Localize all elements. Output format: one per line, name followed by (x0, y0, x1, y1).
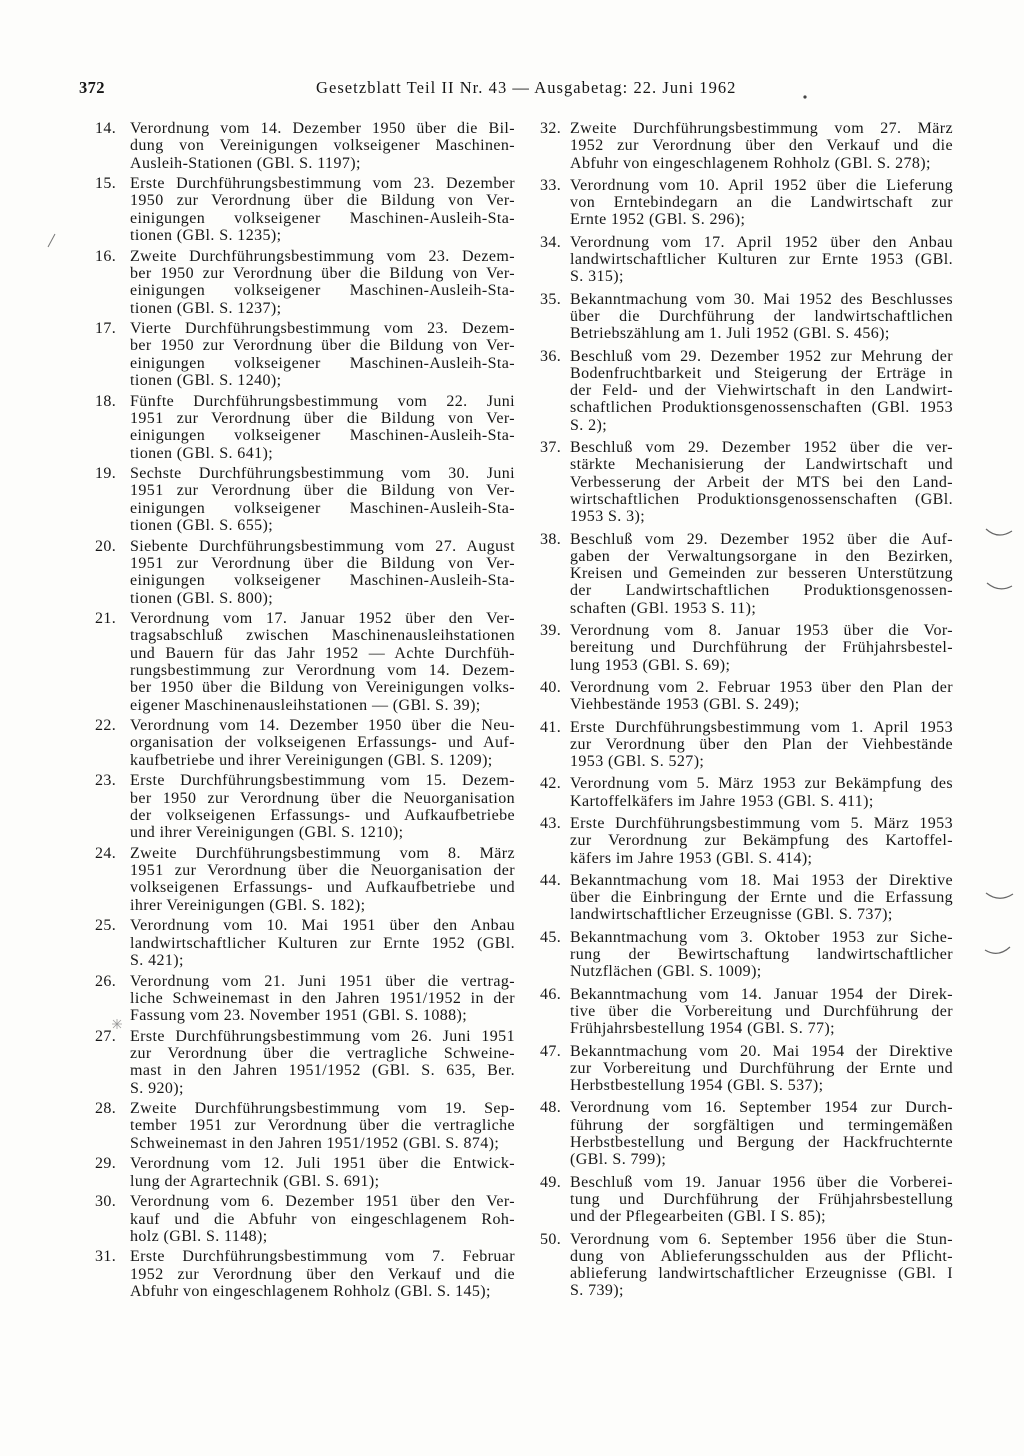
text-line: kaufbetriebe und ihrer Vereinigungen (GBl. S. 1209); (130, 751, 493, 769)
item-text (130, 610, 515, 714)
list-item (540, 622, 953, 674)
item-text (570, 622, 953, 674)
text-line: Fassung vom 23. November 1951 (GBl. S. 1088); (130, 1007, 468, 1025)
item-number: 17. (95, 320, 117, 338)
text-line: volkseigenen Erfassungs- und Aufkaufbetriebe und (130, 879, 515, 897)
item-number: 47. (540, 1042, 562, 1060)
text-line: ablieferung landwirtschaftlicher Erzeugnisse (GBl. I (570, 1265, 953, 1283)
text-line: Beschluß vom 29. Dezember 1952 zur Mehrung der (570, 347, 953, 365)
text-line: lung 1953 (GBl. S. 69); (570, 656, 731, 674)
text-line: und ihrer Vereinigungen (GBl. S. 1210); (130, 824, 404, 842)
text-line: Verordnung vom 6. September 1956 über die Stun- (570, 1230, 953, 1248)
item-text (570, 439, 953, 525)
text-line: eigener Maschinenausleihstationen — (GBl. S. 39); (130, 696, 481, 714)
pencil-mark (985, 947, 1010, 953)
item-number: 14. (95, 120, 117, 137)
item-text (570, 775, 953, 810)
text-line: Fünfte Durchführungsbestimmung vom 22. Juni (130, 392, 515, 410)
text-line: 1953 (GBl. S. 527); (570, 753, 705, 771)
text-line: tionen (GBl. S. 655); (130, 517, 274, 535)
list-item (540, 679, 953, 714)
item-text (130, 320, 515, 389)
item-number: 34. (540, 233, 562, 251)
text-line: 1951 zur Verordnung über die Bildung von Ver- (130, 409, 515, 427)
list-item (95, 772, 515, 841)
item-text (130, 1193, 515, 1245)
text-line: tung und Durchführung der Frühjahrsbestellung (570, 1190, 953, 1208)
list-item (540, 1174, 953, 1226)
left-column (95, 120, 515, 1300)
text-line: Verordnung vom 10. April 1952 über die Lieferung (570, 176, 953, 194)
text-line: einigungen volkseigener Maschinen-Ausleih-Sta- (130, 572, 515, 590)
item-number: 16. (95, 247, 117, 265)
text-line: Erste Durchführungsbestimmung vom 26. Juni 1951 (130, 1027, 515, 1045)
text-line: und Bauern für das Jahr 1952 — Achte Durchfüh- (130, 644, 515, 662)
text-line: einigungen volkseigener Maschinen-Ausleih-Sta- (130, 209, 515, 227)
text-line: ihrer Vereinigungen (GBl. S. 182); (130, 896, 366, 914)
item-number: 18. (95, 392, 117, 410)
text-line: Ernte 1952 (GBl. S. 296); (570, 211, 746, 229)
text-line: Beschluß vom 19. Januar 1956 über die Vorberei- (570, 1173, 953, 1191)
pencil-mark (986, 893, 1013, 898)
list-item (95, 393, 515, 462)
text-line: schaftlichen Produktionsgenossenschaften (GBl. 1953 (570, 399, 953, 417)
item-number: 31. (95, 1248, 117, 1266)
list-item (95, 845, 515, 914)
item-text (130, 465, 515, 534)
running-title: Gesetzblatt Teil II Nr. 43 — Ausgabetag: 22. Juni 1962 (316, 78, 737, 97)
text-line: Beschluß vom 29. Dezember 1952 über die ver- (570, 439, 953, 457)
item-number: 42. (540, 775, 562, 793)
text-line: dung von Vereinigungen volkseigener Maschinen- (130, 137, 515, 155)
text-line: Bekanntmachung vom 30. Mai 1952 des Beschlusses (570, 290, 953, 308)
text-line: Verordnung vom 5. März 1953 zur Bekämpfung des (570, 775, 953, 793)
text-line: zur Verordnung zur Bekämpfung des Kartoffel- (570, 832, 953, 850)
list-item (95, 538, 515, 607)
text-line: einigungen volkseigener Maschinen-Ausleih-Sta- (130, 427, 515, 445)
list-item (540, 872, 953, 924)
item-text (130, 772, 515, 841)
text-line: Viehbestände 1953 (GBl. S. 249); (570, 696, 800, 714)
text-line: Frühjahrsbestellung 1954 (GBl. S. 77); (570, 1020, 835, 1038)
text-line: käfers im Jahre 1953 (GBl. S. 414); (570, 849, 813, 867)
text-line: Bekanntmachung vom 3. Oktober 1953 zur Siche- (570, 928, 953, 946)
text-line: schaften (GBl. 1953 S. 11); (570, 599, 757, 617)
text-line: lung der Agrartechnik (GBl. S. 691); (130, 1172, 380, 1190)
text-line: führung der sorgfältigen und termingemäßen (570, 1116, 953, 1134)
item-text (570, 234, 953, 286)
text-line: 1950 zur Verordnung über die Bildung von Ver- (130, 192, 515, 210)
text-line: 1951 zur Verordnung über die Neuorganisation der (130, 862, 515, 880)
text-line: Verordnung vom 17. Januar 1952 über den Ver- (130, 610, 515, 628)
text-line: rungsbestimmung zur Verordnung vom 14. Dezem- (130, 661, 515, 679)
item-text (130, 1100, 515, 1152)
item-text (130, 917, 515, 969)
item-text (130, 538, 515, 607)
list-item (95, 1248, 515, 1300)
text-line: Vierte Durchführungsbestimmung vom 23. Dezem- (130, 320, 515, 338)
list-item (95, 973, 515, 1025)
item-number: 22. (95, 717, 117, 735)
item-number: 30. (95, 1193, 117, 1211)
item-number: 21. (95, 610, 117, 628)
list-item (540, 348, 953, 434)
text-line: einigungen volkseigener Maschinen-Ausleih-Sta- (130, 282, 515, 300)
text-line: Verordnung vom 2. Februar 1953 über den Plan der (570, 678, 953, 696)
item-number: 35. (540, 290, 562, 308)
text-line: S. 920); (130, 1079, 184, 1097)
item-text (570, 719, 953, 771)
item-number: 40. (540, 678, 562, 696)
list-item (540, 929, 953, 981)
item-number: 29. (95, 1155, 117, 1173)
list-item (95, 1155, 515, 1190)
list-item (95, 248, 515, 317)
text-line: rung der Bewirtschaftung landwirtschaftlicher (570, 946, 953, 964)
list-item (540, 531, 953, 617)
item-number: 27. (95, 1027, 117, 1045)
item-text (130, 175, 515, 244)
text-line: organisation der volkseigenen Erfassungs- und Auf- (130, 734, 515, 752)
text-line: Nutzflächen (GBl. S. 1009); (570, 963, 762, 981)
list-item (95, 1193, 515, 1245)
item-text (570, 291, 953, 343)
text-line: Betriebszählung am 1. Juli 1952 (GBl. S. 456); (570, 325, 890, 343)
pencil-mark (987, 583, 1012, 589)
text-line: Erste Durchführungsbestimmung vom 5. März 1953 (570, 814, 953, 832)
list-item (540, 986, 953, 1038)
text-line: der Feld- und der Viehwirtschaft in den Landwirt- (570, 382, 953, 400)
list-item (540, 1043, 953, 1095)
text-line: dung von Ablieferungsschulden aus der Pflicht- (570, 1247, 953, 1265)
list-item (95, 1100, 515, 1152)
item-number: 38. (540, 530, 562, 548)
item-text (570, 986, 953, 1038)
text-line: Siebente Durchführungsbestimmung vom 27. August (130, 537, 515, 555)
item-text (130, 1248, 515, 1300)
item-number: 49. (540, 1173, 562, 1191)
text-line: einigungen volkseigener Maschinen-Ausleih-Sta- (130, 354, 515, 372)
text-line: Zweite Durchführungsbestimmung vom 23. Dezem- (130, 247, 515, 265)
text-line: Kartoffelkäfers im Jahre 1953 (GBl. S. 411); (570, 792, 874, 810)
item-text (570, 120, 953, 172)
list-item (540, 1231, 953, 1300)
text-line: von Erntebindegarn an die Landwirtschaft zur (570, 194, 953, 212)
text-line: Verordnung vom 8. Januar 1953 über die Vor- (570, 622, 953, 640)
item-number: 32. (540, 120, 562, 137)
text-line: Verordnung vom 6. Dezember 1951 über den Ver- (130, 1193, 515, 1211)
text-line: Erste Durchführungsbestimmung vom 23. Dezember (130, 175, 515, 193)
list-item (95, 175, 515, 244)
item-text (130, 1028, 515, 1097)
text-line: einigungen volkseigener Maschinen-Ausleih-Sta- (130, 499, 515, 517)
text-line: Bekanntmachung vom 18. Mai 1953 der Direktive (570, 871, 953, 889)
text-line: Verordnung vom 10. Mai 1951 über den Anbau (130, 917, 515, 935)
text-line: der Landwirtschaftlichen Produktionsgenossen- (570, 582, 953, 600)
list-item (540, 815, 953, 867)
text-line: 1952 zur Verordnung über den Verkauf und die (570, 137, 953, 155)
text-line: Bekanntmachung vom 14. Januar 1954 der Direk- (570, 985, 953, 1003)
item-number: 39. (540, 622, 562, 640)
list-item (95, 917, 515, 969)
text-line: stärkte Mechanisierung der Landwirtschaft und (570, 456, 953, 474)
item-text (130, 248, 515, 317)
item-text (570, 1231, 953, 1300)
text-line: ber 1950 zur Verordnung über die Bildung von Ver- (130, 337, 515, 355)
text-line: über die Durchführung der landwirtschaftlichen (570, 307, 953, 325)
text-line: der volkseigenen Erfassungs- und Aufkaufbetriebe (130, 806, 515, 824)
item-text (570, 1043, 953, 1095)
item-text (570, 815, 953, 867)
text-line: Verordnung vom 16. September 1954 zur Durch- (570, 1099, 953, 1117)
text-line: Verordnung vom 12. Juli 1951 über die Entwick- (130, 1155, 515, 1173)
list-item (540, 719, 953, 771)
item-text (570, 177, 953, 229)
text-line: Schweinemast in den Jahren 1951/1952 (GBl. S. 874); (130, 1134, 500, 1152)
header-dot-mark (803, 95, 806, 98)
right-column (540, 120, 953, 1300)
text-line: Zweite Durchführungsbestimmung vom 27. März (570, 120, 953, 137)
item-text (570, 1174, 953, 1226)
text-line: 1951 zur Verordnung über die Bildung von Ver- (130, 554, 515, 572)
text-line: 1951 zur Verordnung über die Bildung von Ver- (130, 482, 515, 500)
text-line: tionen (GBl. S. 641); (130, 444, 274, 462)
item-text (130, 1155, 515, 1190)
item-text (130, 393, 515, 462)
text-line: tragsabschluß zwischen Maschinenausleihstationen (130, 627, 515, 645)
item-text (570, 929, 953, 981)
item-number: 41. (540, 718, 562, 736)
item-number: 46. (540, 985, 562, 1003)
text-line: Erste Durchführungsbestimmung vom 15. Dezem- (130, 772, 515, 790)
item-text (570, 679, 953, 714)
text-line: landwirtschaftlicher Kulturen zur Ernte 1952 (GBl. (130, 934, 515, 952)
text-line: (GBl. S. 799); (570, 1151, 667, 1169)
list-item (540, 234, 953, 286)
text-line: 1953 S. 3); (570, 508, 646, 526)
text-line: Kreisen und Gemeinden zur besseren Unterstützung (570, 565, 953, 583)
list-item (95, 320, 515, 389)
text-line: wirtschaftlichen Produktionsgenossenschaften (GBl. (570, 490, 953, 508)
text-line: 1952 zur Verordnung über den Verkauf und die (130, 1265, 515, 1283)
item-text (130, 845, 515, 914)
text-line: S. 2); (570, 416, 608, 434)
text-line: kauf und die Abfuhr von eingeschlagenem Roh- (130, 1210, 515, 1228)
text-line: mast in den Jahren 1951/1952 (GBl. S. 635, Ber. (130, 1062, 515, 1080)
text-line: gaben der Verwaltungsorgane in den Bezirken, (570, 547, 953, 565)
item-text (130, 973, 515, 1025)
text-line: landwirtschaftlicher Erzeugnisse (GBl. S. 737); (570, 906, 893, 924)
list-item (95, 610, 515, 714)
text-line: Herbstbestellung 1954 (GBl. S. 537); (570, 1077, 824, 1095)
text-line: holz (GBl. S. 1148); (130, 1227, 268, 1245)
text-line: Verordnung vom 17. April 1952 über den Anbau (570, 233, 953, 251)
text-line: tive über die Vorbereitung und Durchführung der (570, 1002, 953, 1020)
text-line: Beschluß vom 29. Dezember 1952 über die Auf- (570, 530, 953, 548)
text-line: ber 1950 über die Bildung von Vereinigungen volks- (130, 679, 515, 697)
text-line: Abfuhr von eingeschlagenem Rohholz (GBl. S. 278); (570, 154, 931, 172)
list-item (540, 439, 953, 525)
text-line: Abfuhr von eingeschlagenem Rohholz (GBl. S. 145); (130, 1283, 491, 1301)
text-line: Bekanntmachung vom 20. Mai 1954 der Direktive (570, 1042, 953, 1060)
item-number: 28. (95, 1100, 117, 1118)
list-item (540, 1099, 953, 1168)
list-item (540, 775, 953, 810)
text-line: Ausleih-Stationen (GBl. S. 1197); (130, 154, 361, 172)
item-text (130, 717, 515, 769)
text-line: Zweite Durchführungsbestimmung vom 8. März (130, 844, 515, 862)
pencil-mark (986, 529, 1012, 535)
list-item (95, 1028, 515, 1097)
text-line: ber 1950 zur Verordnung über die Neuorganisation (130, 789, 515, 807)
text-line: bereitung und Durchführung der Frühjahrsbestel- (570, 639, 953, 657)
text-line: S. 315); (570, 268, 624, 286)
item-number: 25. (95, 917, 117, 935)
item-text (570, 1099, 953, 1168)
text-line: Erste Durchführungsbestimmung vom 7. Februar (130, 1248, 515, 1266)
item-number: 36. (540, 347, 562, 365)
text-line: landwirtschaftlicher Kulturen zur Ernte 1953 (GBl. (570, 251, 953, 269)
text-line: tionen (GBl. S. 1235); (130, 227, 282, 245)
text-line: Verordnung vom 14. Dezember 1950 über die Bil- (130, 120, 515, 137)
text-line: Erste Durchführungsbestimmung vom 1. April 1953 (570, 718, 953, 736)
text-line: ber 1950 zur Verordnung über die Bildung von Ver- (130, 264, 515, 282)
text-line: Herbstbestellung und Bergung der Hackfruchternte (570, 1134, 953, 1152)
text-line: zur Verordnung über die vertragliche Schweine- (130, 1045, 515, 1062)
text-line: zur Verordnung über den Plan der Viehbestände (570, 735, 953, 753)
item-text (570, 531, 953, 617)
text-line: Verbesserung der Arbeit der MTS bei den Land- (570, 473, 953, 491)
list-item (95, 717, 515, 769)
item-number: 33. (540, 176, 562, 194)
item-number: 50. (540, 1230, 562, 1248)
text-line: tionen (GBl. S. 1237); (130, 299, 282, 317)
page-number: 372 (79, 78, 105, 97)
item-number: 44. (540, 871, 562, 889)
list-item (540, 291, 953, 343)
text-line: Verordnung vom 14. Dezember 1950 über die Neu- (130, 717, 515, 735)
text-line: zur Vorbereitung und Durchführung der Ernte und (570, 1059, 953, 1077)
list-item (540, 177, 953, 229)
item-number: 15. (95, 175, 117, 193)
list-item (95, 120, 515, 172)
pencil-mark (48, 234, 55, 247)
text-line: tionen (GBl. S. 800); (130, 589, 274, 607)
text-line: und der Pflegearbeiten (GBl. I S. 85); (570, 1208, 827, 1226)
list-item (540, 120, 953, 172)
item-number: 26. (95, 972, 117, 990)
item-number: 23. (95, 772, 117, 790)
text-line: Zweite Durchführungsbestimmung vom 19. Sep- (130, 1100, 515, 1118)
item-number: 45. (540, 928, 562, 946)
text-line: S. 739); (570, 1282, 624, 1300)
item-number: 37. (540, 439, 562, 457)
item-number: 24. (95, 844, 117, 862)
text-line: Verordnung vom 21. Juni 1951 über die vertrag- (130, 972, 515, 990)
text-line: tionen (GBl. S. 1240); (130, 372, 282, 390)
text-line: liche Schweinemast in den Jahren 1951/1952 in der (130, 989, 515, 1007)
text-line: S. 421); (130, 951, 184, 969)
item-text (130, 120, 515, 172)
text-line: Bodenfruchtbarkeit und Steigerung der Erträge in (570, 364, 953, 382)
text-line: tember 1951 zur Verordnung über die vertragliche (130, 1117, 515, 1135)
text-line: über die Einbringung der Ernte und die Erfassung (570, 889, 953, 907)
item-text (570, 872, 953, 924)
item-text (570, 348, 953, 434)
item-number: 20. (95, 537, 117, 555)
text-line: Sechste Durchführungsbestimmung vom 30. Juni (130, 465, 515, 483)
item-number: 43. (540, 814, 562, 832)
item-number: 19. (95, 465, 117, 483)
item-number: 48. (540, 1099, 562, 1117)
list-item (95, 465, 515, 534)
